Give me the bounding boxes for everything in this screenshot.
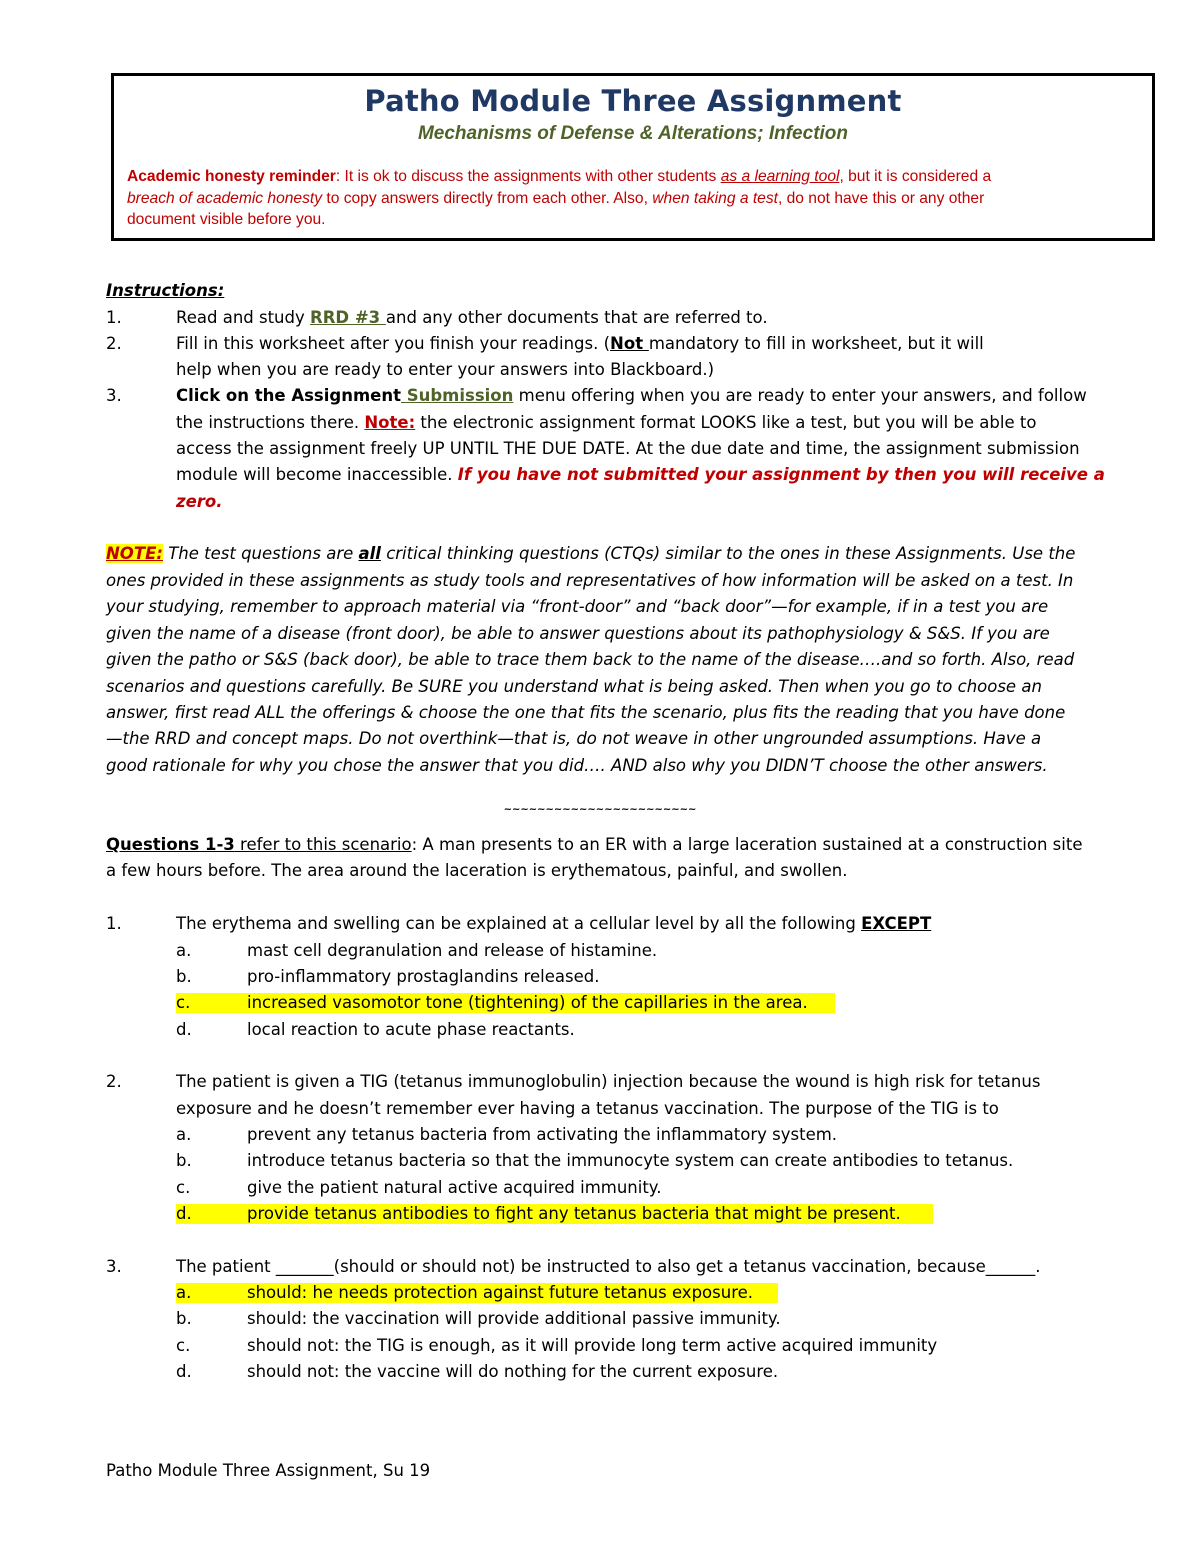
- page-footer: Patho Module Three Assignment, Su 19: [106, 1461, 431, 1480]
- note-label: Note:: [364, 413, 416, 432]
- honesty-text: document visible before you.: [127, 211, 326, 229]
- option-text: prevent any tetanus bacteria from activating the inflammatory system.: [247, 1125, 838, 1144]
- page-title: Patho Module Three Assignment: [364, 84, 902, 118]
- instruction-text: the instructions there.: [176, 413, 365, 432]
- rrd-link[interactable]: RRD #3: [310, 308, 386, 327]
- question-text: The patient is given a TIG (tetanus immunoglobulin) injection because the wound is high risk for tetanus: [176, 1072, 1041, 1091]
- instruction-text: access the assignment freely UP UNTIL THE DUE DATE. At the due date and time, the assignment submission: [176, 439, 1080, 458]
- note-text: given the name of a disease (front door), be able to answer questions about its pathophysiology & S&S. If you are: [106, 624, 1050, 643]
- option-letter: c.: [176, 993, 191, 1012]
- scenario-line: [106, 835, 1082, 855]
- answer-highlight: [176, 1283, 778, 1303]
- answer-highlight: [176, 993, 835, 1013]
- option-letter: c.: [176, 1178, 191, 1197]
- honesty-text: : It is ok to discuss the assignments with other students: [335, 168, 721, 185]
- instruction-text: Click on the Assignment: [176, 386, 401, 405]
- question-number: 3.: [106, 1257, 122, 1276]
- option-letter: d.: [176, 1204, 192, 1223]
- option-letter: a.: [176, 941, 192, 960]
- note-text: ones provided in these assignments as study tools and representatives of how information will be asked on a test. In: [106, 571, 1074, 590]
- honesty-emph: breach of academic honesty: [127, 189, 323, 207]
- question-stem: [176, 914, 931, 934]
- note-text: your studying, remember to approach material via “front-door” and “back door”—for example, if in a test you are: [106, 597, 1049, 616]
- header-box: [111, 73, 1155, 241]
- option-letter: a.: [176, 1125, 192, 1144]
- note-text: answer, first read ALL the offerings & choose the one that fits the scenario, plus fits the reading that you have done: [106, 703, 1066, 722]
- honesty-text: , but it is considered a: [839, 168, 992, 185]
- note-emph: all: [358, 544, 381, 563]
- option-text: should: the vaccination will provide additional passive immunity.: [247, 1309, 781, 1328]
- instruction-item-3: [176, 386, 1087, 406]
- tilde-divider: ~~~~~~~~~~~~~~~~~~~~~~~: [503, 804, 697, 815]
- instruction-text: module will become inaccessible.: [176, 465, 458, 484]
- note-text: critical thinking questions (CTQs) similar to the ones in these Assignments. Use the: [380, 544, 1076, 563]
- except-emph: EXCEPT: [861, 914, 932, 933]
- honesty-reminder: [127, 166, 1138, 231]
- option-letter: d.: [176, 1020, 192, 1039]
- note-text: good rationale for why you chose the answer that you did…. AND also why you DIDN’T choose the other answers.: [106, 756, 1048, 775]
- instruction-text: Fill in this worksheet after you finish your readings. (: [176, 334, 611, 353]
- instruction-line: [176, 465, 1105, 485]
- instruction-number: 3.: [106, 386, 122, 405]
- instruction-number: 1.: [106, 308, 122, 327]
- page-subtitle: Mechanisms of Defense & Alterations; Infection: [417, 123, 849, 144]
- instruction-text: Read and study: [176, 308, 310, 327]
- instruction-line: [176, 413, 1036, 433]
- instruction-item-1: [176, 308, 768, 328]
- option-letter: d.: [176, 1362, 192, 1381]
- question-text: exposure and he doesn’t remember ever having a tetanus vaccination. The purpose of the TIG is to: [176, 1099, 999, 1118]
- option-letter: b.: [176, 1151, 192, 1170]
- option-text: give the patient natural active acquired immunity.: [247, 1178, 662, 1197]
- submission-link[interactable]: Submission: [400, 386, 514, 405]
- honesty-label: Academic honesty reminder: [127, 168, 336, 185]
- option-text: introduce tetanus bacteria so that the immunocyte system can create antibodies to tetanus.: [247, 1151, 1014, 1170]
- option-text: should not: the vaccine will do nothing for the current exposure.: [247, 1362, 779, 1381]
- question-number: 1.: [106, 914, 122, 933]
- note-tag: NOTE:: [106, 544, 163, 563]
- instruction-item-2: [176, 334, 984, 354]
- instruction-text: the electronic assignment format LOOKS like a test, but you will be able to: [415, 413, 1037, 432]
- instruction-number: 2.: [106, 334, 122, 353]
- note-text: given the patho or S&S (back door), be able to trace them back to the name of the disease….and so forth. Also, read: [106, 650, 1075, 669]
- instruction-text: mandatory to fill in worksheet, but it will: [648, 334, 984, 353]
- instruction-text: and any other documents that are referred to.: [385, 308, 768, 327]
- note-text: —the RRD and concept maps. Do not overthink—that is, do not weave in other ungrounded assumptions. Have a: [106, 729, 1042, 748]
- answer-highlight: [176, 1204, 933, 1224]
- note-text: scenarios and questions carefully. Be SURE you understand what is being asked. Then when you go to choose an: [106, 677, 1042, 696]
- scenario-label: Questions 1-3: [106, 835, 235, 854]
- question-text: The erythema and swelling can be explained at a cellular level by all the following: [176, 914, 862, 933]
- option-text: increased vasomotor tone (tightening) of the capillaries in the area.: [247, 993, 808, 1012]
- not-emph: Not: [610, 334, 649, 353]
- option-text: provide tetanus antibodies to fight any tetanus bacteria that might be present.: [247, 1204, 901, 1223]
- option-text: should: he needs protection against future tetanus exposure.: [247, 1283, 754, 1302]
- deadline-warning: If you have not submitted your assignment by then you will receive a: [457, 465, 1105, 484]
- option-letter: a.: [176, 1283, 192, 1302]
- honesty-emph: when taking a test: [652, 189, 778, 207]
- note-text: The test questions are: [162, 544, 359, 563]
- deadline-warning: zero.: [176, 492, 223, 511]
- scenario-text: a few hours before. The area around the laceration is erythematous, painful, and swollen.: [106, 861, 848, 880]
- instruction-text: help when you are ready to enter your answers into Blackboard.): [176, 360, 715, 379]
- scenario-text: : A man presents to an ER with a large laceration sustained at a construction site: [411, 835, 1083, 854]
- option-text: pro-inflammatory prostaglandins released.: [247, 967, 600, 986]
- question-text: The patient _______(should or should not) be instructed to also get a tetanus vaccination, because______.: [176, 1257, 1041, 1276]
- instruction-text: menu offering when you are ready to enter your answers, and follow: [513, 386, 1087, 405]
- honesty-text: to copy answers directly from each other. Also,: [322, 189, 653, 207]
- honesty-emph: as a learning tool: [720, 168, 840, 185]
- option-text: mast cell degranulation and release of histamine.: [247, 941, 658, 960]
- option-letter: b.: [176, 967, 192, 986]
- honesty-text: , do not have this or any other: [777, 189, 985, 207]
- option-letter: b.: [176, 1309, 192, 1328]
- option-letter: c.: [176, 1336, 191, 1355]
- scenario-label: refer to this scenario: [234, 835, 412, 854]
- instructions-title: Instructions:: [106, 281, 225, 300]
- option-text: local reaction to acute phase reactants.: [247, 1020, 575, 1039]
- question-number: 2.: [106, 1072, 122, 1091]
- option-text: should not: the TIG is enough, as it will provide long term active acquired immunity: [247, 1336, 938, 1355]
- note-line: [106, 544, 1075, 564]
